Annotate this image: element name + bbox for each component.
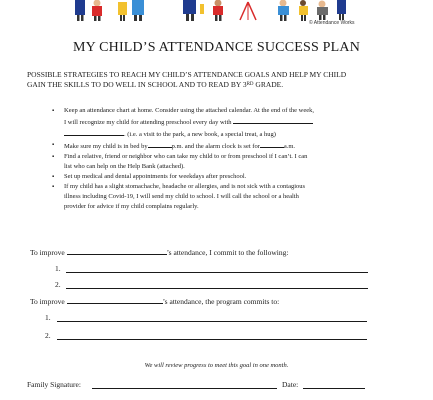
strategy-text: Set up medical and dental appointments for weekdays after preschool. (64, 173, 247, 180)
parent-commit-heading (30, 247, 288, 257)
strategy-line (64, 128, 407, 140)
strategy-text: illness including Covid-19, I will send my child to school. I will call the school or a health (64, 193, 299, 200)
page-title: MY CHILD’S ATTENDANCE SUCCESS PLAN (72, 40, 361, 55)
strategy-item-helpers (52, 152, 407, 172)
family-signature-label: Family Signature: (27, 380, 81, 389)
reward-blank-continued[interactable] (64, 128, 124, 136)
header-illustration (0, 0, 433, 22)
bullet-icon: ▪ (52, 108, 55, 114)
strategy-list (52, 106, 407, 212)
strategy-text: Make sure my child is in bed by (64, 143, 148, 150)
reward-blank[interactable] (233, 116, 313, 124)
program-item-2-number: 2. (45, 331, 51, 340)
bedtime-blank[interactable] (148, 140, 172, 148)
parent-commit-line-1[interactable] (66, 272, 368, 273)
bullet-icon: ▪ (52, 174, 55, 180)
strategy-item-bedtime (52, 140, 407, 152)
program-commit-line-1[interactable] (57, 321, 367, 322)
commit-prefix: To improve (30, 248, 65, 257)
child-name-field[interactable] (67, 296, 163, 304)
strategy-text: provider for advice if my child complains regularly. (64, 203, 199, 210)
strategy-line (64, 140, 407, 152)
intro-line-2-text: GAIN THE SKILLS TO DO WELL IN SCHOOL AND TO READ BY (27, 79, 241, 89)
strategy-line (64, 116, 407, 128)
strategy-text: . (i.e. a visit to the park, a new book, a special treat, a hug) (124, 131, 276, 138)
intro-line-1: POSSIBLE STRATEGIES TO REACH MY CHILD’S ATTENDANCE GOALS AND HELP MY CHILD (27, 70, 347, 79)
strategy-text: I will recognize my child for attending preschool every day with (64, 119, 232, 126)
grade-tail: GRADE. (253, 79, 284, 89)
child-name-field[interactable] (67, 247, 167, 255)
commit-suffix: ’s attendance, I commit to the following: (166, 248, 289, 257)
program-commit-heading (30, 296, 279, 306)
strategy-text: If my child has a slight stomachache, headache or allergies, and is not sick with a contagious (64, 183, 306, 190)
strategy-text: Find a relative, friend or neighbor who can take my child to or from preschool if I can’t. I can (64, 153, 308, 160)
family-signature-line[interactable] (92, 388, 277, 389)
grade-superscript: RD (246, 81, 254, 87)
grade-number: 3 (242, 79, 247, 89)
bullet-icon: ▪ (52, 142, 55, 148)
bullet-icon: ▪ (52, 184, 55, 190)
alarm-time-blank[interactable] (260, 140, 284, 148)
program-item-1-number: 1. (45, 313, 51, 322)
commit-prefix: To improve (30, 297, 65, 306)
strategy-text: a.m. (283, 143, 296, 150)
strategy-item-illness (52, 182, 407, 212)
intro-heading (27, 70, 417, 89)
date-line[interactable] (303, 388, 365, 389)
commit-suffix: ’s attendance, the program commits to: (162, 297, 280, 306)
parent-item-1-number: 1. (55, 264, 61, 273)
strategy-text: p.m. and the alarm clock is set for (171, 143, 260, 150)
intro-line-2 (27, 80, 417, 90)
copyright-notice: © Attendance Works (309, 20, 355, 26)
strategy-text: Keep an attendance chart at home. Consider using the attached calendar. At the end of the week, (64, 107, 314, 114)
bullet-icon: ▪ (52, 154, 55, 160)
child-figures-illustration (75, 0, 346, 21)
review-note: We will review progress to meet this goal in one month. (144, 362, 289, 369)
date-label: Date: (282, 380, 299, 389)
parent-item-2-number: 2. (55, 280, 61, 289)
strategy-item-chart (52, 106, 407, 140)
parent-commit-line-2[interactable] (66, 288, 368, 289)
program-commit-line-2[interactable] (57, 339, 367, 340)
strategy-item-appointments (52, 172, 407, 182)
strategy-text: list who can help on the Help Bank (attached). (64, 163, 185, 170)
